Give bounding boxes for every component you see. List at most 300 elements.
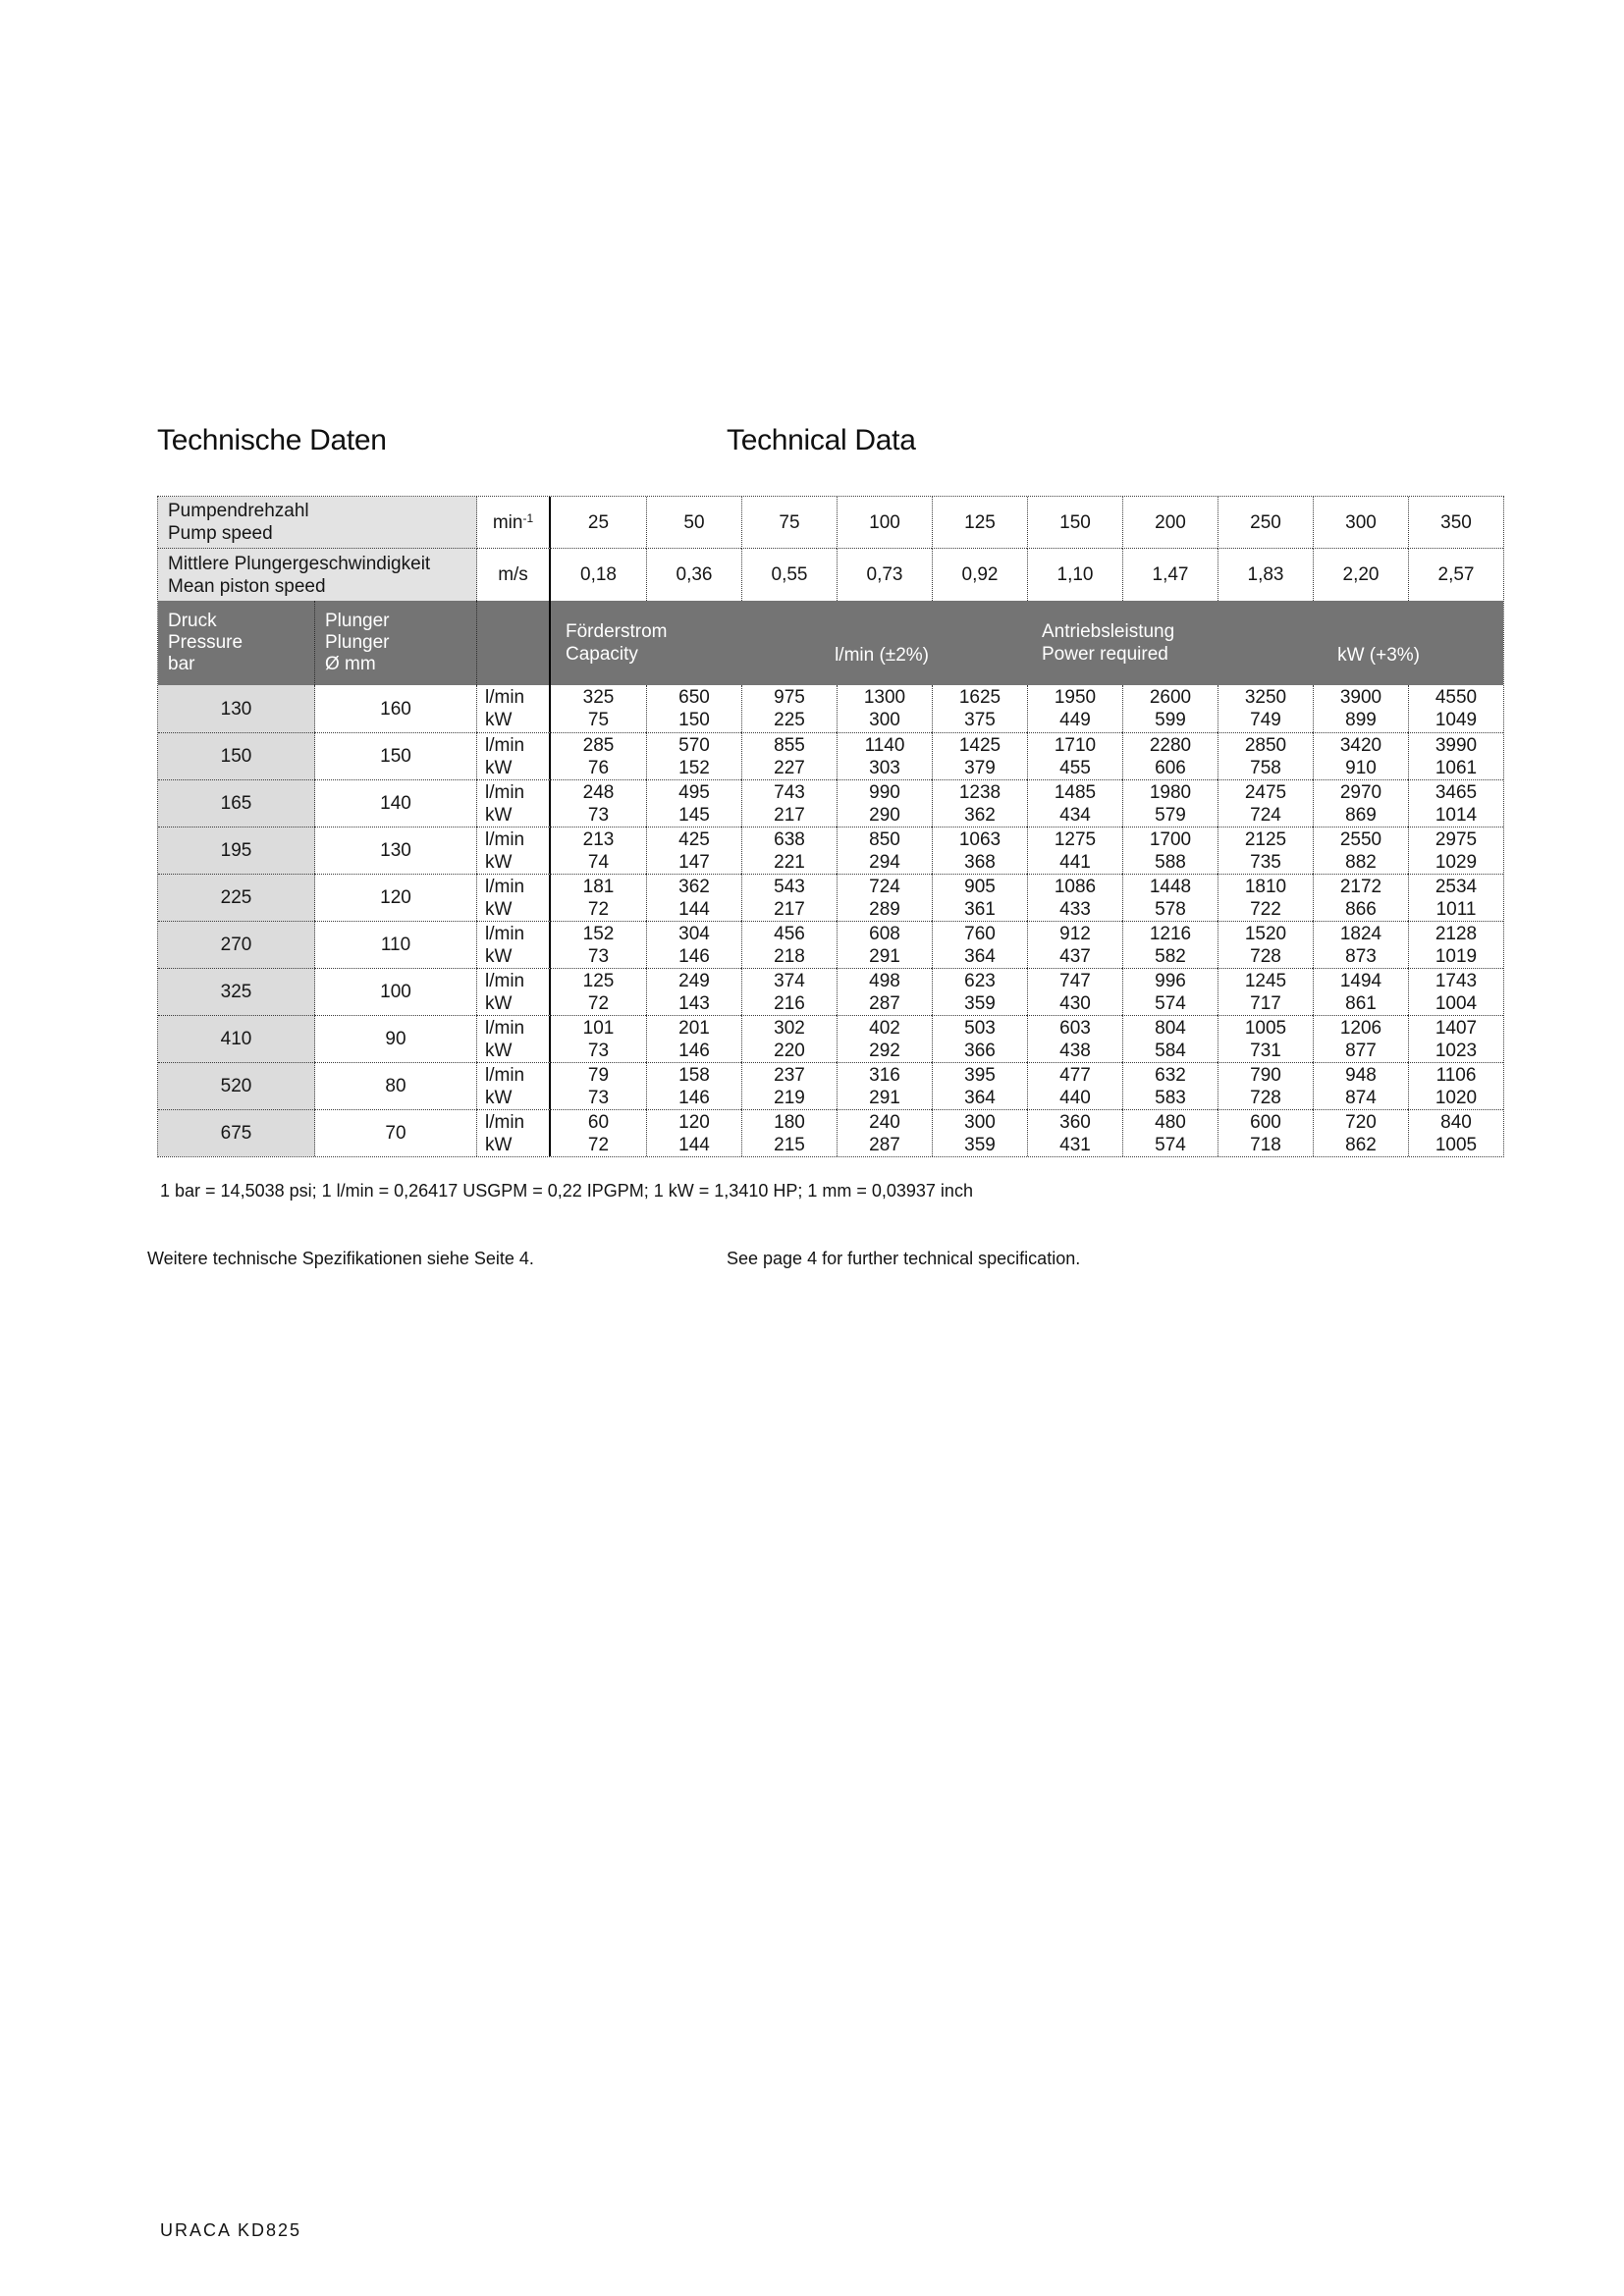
kw-value: 361: [964, 898, 996, 920]
pump-speed-label-en: Pump speed: [168, 523, 273, 544]
capacity-power-cell: [1218, 1015, 1313, 1062]
capacity-power-cell: [1027, 779, 1122, 827]
kw-value: 722: [1250, 898, 1281, 920]
kw-value: 72: [587, 898, 610, 920]
pump-speed-value: 150: [1027, 497, 1122, 549]
kw-value: 758: [1250, 757, 1281, 778]
lmin-value: 543: [774, 876, 805, 897]
unit-kw-label: kW: [485, 804, 513, 826]
capacity-power-cell: [1122, 1109, 1218, 1156]
lmin-value: 1300: [863, 687, 906, 708]
capacity-power-cell: [1408, 874, 1503, 921]
lmin-value: 1238: [958, 781, 1001, 803]
conversion-note: 1 bar = 14,5038 psi; 1 l/min = 0,26417 USGPM = 0,22 IPGPM; 1 kW = 1,3410 HP; 1 mm = 0,03937 inch: [160, 1181, 973, 1201]
capacity-power-cell: [1408, 1062, 1503, 1109]
kw-value: 144: [678, 898, 710, 920]
kw-value: 216: [774, 992, 805, 1014]
capacity-power-cell: [1408, 732, 1503, 779]
piston-speed-value: 2,20: [1313, 549, 1408, 601]
kw-value: 1061: [1435, 757, 1478, 778]
lmin-value: 804: [1155, 1017, 1186, 1039]
lmin-value: 912: [1059, 923, 1091, 944]
capacity-power-cell: [932, 1109, 1027, 1156]
capacity-power-cell: [932, 921, 1027, 968]
kw-value: 1005: [1435, 1134, 1478, 1155]
lmin-value: 1407: [1435, 1017, 1478, 1039]
lmin-value: 1106: [1435, 1064, 1477, 1086]
lmin-value: 623: [964, 970, 996, 991]
lmin-value: 1810: [1244, 876, 1287, 897]
kw-value: 146: [678, 945, 710, 967]
lmin-value: 1950: [1054, 687, 1097, 708]
page-title-german: Technische Daten: [157, 424, 387, 456]
unit-exponent: -1: [522, 511, 534, 525]
lmin-value: 760: [964, 923, 996, 944]
lmin-value: 3420: [1339, 734, 1382, 756]
kw-value: 588: [1155, 851, 1186, 873]
kw-value: 300: [869, 710, 900, 730]
lmin-value: 181: [582, 876, 615, 897]
row-unit-cell: [477, 732, 551, 779]
capacity-header-unit: l/min (±2%): [835, 644, 929, 666]
row-unit-cell: [477, 685, 551, 732]
pressure-cell: 225: [158, 874, 315, 921]
capacity-power-cell: [932, 1015, 1027, 1062]
capacity-power-cell: [646, 1062, 741, 1109]
lmin-value: 840: [1440, 1111, 1472, 1133]
lmin-value: 1005: [1244, 1017, 1287, 1039]
capacity-power-cell: [1218, 685, 1313, 732]
kw-value: 728: [1250, 945, 1281, 967]
capacity-power-cell: [932, 732, 1027, 779]
lmin-value: 316: [869, 1064, 900, 1086]
capacity-power-cell: [1122, 968, 1218, 1015]
kw-value: 73: [587, 945, 610, 967]
unit-column-header: [477, 601, 551, 685]
capacity-power-cell: [1218, 968, 1313, 1015]
lmin-value: 3900: [1339, 687, 1382, 708]
lmin-value: 3250: [1244, 687, 1287, 708]
kw-value: 150: [678, 710, 710, 730]
kw-value: 215: [774, 1134, 805, 1155]
lmin-value: 304: [678, 923, 710, 944]
row-unit-cell: [477, 968, 551, 1015]
capacity-power-cell: [837, 685, 932, 732]
row-unit-cell: [477, 779, 551, 827]
capacity-power-cell: [646, 968, 741, 1015]
capacity-power-cell: [741, 1109, 837, 1156]
lmin-value: 2125: [1244, 828, 1287, 850]
kw-value: 866: [1345, 898, 1377, 920]
capacity-group-header: [551, 601, 1027, 685]
lmin-value: 975: [774, 687, 805, 708]
kw-value: 292: [869, 1040, 900, 1061]
capacity-power-cell: [1027, 1109, 1122, 1156]
pressure-header-de: Druck: [168, 611, 217, 631]
lmin-value: 996: [1155, 970, 1186, 991]
power-group-header: [1027, 601, 1503, 685]
kw-value: 574: [1155, 1134, 1186, 1155]
pressure-column-header: [158, 601, 315, 685]
capacity-power-cell: [551, 827, 646, 874]
kw-value: 73: [587, 1040, 610, 1061]
lmin-value: 990: [869, 781, 900, 803]
unit-lmin-label: l/min: [485, 1111, 525, 1133]
capacity-power-cell: [1313, 827, 1408, 874]
capacity-power-cell: [741, 827, 837, 874]
capacity-power-cell: [932, 779, 1027, 827]
kw-value: 728: [1250, 1087, 1281, 1108]
lmin-value: 948: [1345, 1064, 1377, 1086]
kw-value: 375: [964, 710, 996, 730]
piston-speed-value: 1,10: [1027, 549, 1122, 601]
pump-speed-value: 350: [1408, 497, 1503, 549]
capacity-power-cell: [1122, 732, 1218, 779]
lmin-value: 720: [1345, 1111, 1377, 1133]
kw-value: 873: [1345, 945, 1377, 967]
lmin-value: 1448: [1149, 876, 1192, 897]
capacity-power-cell: [741, 732, 837, 779]
kw-value: 749: [1250, 710, 1281, 730]
pump-speed-value: 125: [932, 497, 1027, 549]
lmin-value: 1485: [1054, 781, 1097, 803]
lmin-value: 1216: [1149, 923, 1192, 944]
plunger-diameter-cell: 90: [315, 1015, 477, 1062]
capacity-power-cell: [646, 874, 741, 921]
unit-kw-label: kW: [485, 1134, 513, 1155]
capacity-power-cell: [1122, 1015, 1218, 1062]
unit-kw-label: kW: [485, 1040, 513, 1061]
kw-value: 72: [587, 992, 610, 1014]
kw-value: 73: [587, 1087, 610, 1108]
lmin-value: 120: [678, 1111, 710, 1133]
lmin-value: 79: [587, 1064, 610, 1086]
unit-lmin-label: l/min: [485, 876, 525, 897]
piston-speed-value: 2,57: [1408, 549, 1503, 601]
capacity-power-cell: [1313, 685, 1408, 732]
kw-value: 145: [678, 804, 710, 826]
lmin-value: 1494: [1339, 970, 1382, 991]
capacity-power-cell: [932, 968, 1027, 1015]
capacity-power-cell: [1408, 1015, 1503, 1062]
capacity-power-cell: [1027, 732, 1122, 779]
kw-value: 874: [1345, 1087, 1377, 1108]
kw-value: 440: [1059, 1087, 1091, 1108]
kw-value: 220: [774, 1040, 805, 1061]
kw-value: 455: [1059, 757, 1091, 778]
capacity-power-cell: [551, 1062, 646, 1109]
capacity-power-cell: [1408, 921, 1503, 968]
unit-lmin-label: l/min: [485, 734, 525, 756]
lmin-value: 1063: [958, 828, 1001, 850]
kw-value: 217: [774, 804, 805, 826]
kw-value: 359: [964, 1134, 996, 1155]
lmin-value: 2975: [1435, 828, 1478, 850]
kw-value: 869: [1345, 804, 1377, 826]
plunger-diameter-cell: 70: [315, 1109, 477, 1156]
further-spec-note-english: See page 4 for further technical specification.: [727, 1249, 1081, 1268]
kw-value: 225: [774, 710, 805, 730]
lmin-value: 201: [678, 1017, 710, 1039]
capacity-power-cell: [551, 921, 646, 968]
lmin-value: 1206: [1339, 1017, 1382, 1039]
power-header-unit: kW (+3%): [1337, 644, 1420, 666]
capacity-power-cell: [741, 968, 837, 1015]
lmin-value: 1743: [1435, 970, 1478, 991]
kw-value: 303: [869, 757, 900, 778]
lmin-value: 1980: [1149, 781, 1192, 803]
plunger-header-unit: Ø mm: [325, 654, 376, 674]
plunger-header-de: Plunger: [325, 611, 390, 631]
pressure-header-unit: bar: [168, 654, 195, 674]
lmin-value: 4550: [1435, 687, 1478, 708]
kw-value: 146: [678, 1087, 710, 1108]
pressure-cell: 165: [158, 779, 315, 827]
unit-lmin-label: l/min: [485, 970, 525, 991]
kw-value: 433: [1059, 898, 1091, 920]
kw-value: 441: [1059, 851, 1091, 873]
unit-kw-label: kW: [485, 1087, 513, 1108]
pump-speed-label-de: Pumpendrehzahl: [168, 501, 309, 521]
capacity-power-cell: [1218, 1109, 1313, 1156]
unit-kw-label: kW: [485, 757, 513, 778]
capacity-power-cell: [1408, 779, 1503, 827]
capacity-power-cell: [551, 1015, 646, 1062]
plunger-diameter-cell: 120: [315, 874, 477, 921]
kw-value: 217: [774, 898, 805, 920]
capacity-power-cell: [1218, 874, 1313, 921]
lmin-value: 1140: [864, 734, 905, 756]
lmin-value: 1710: [1054, 734, 1097, 756]
lmin-value: 2534: [1435, 876, 1478, 897]
lmin-value: 3990: [1435, 734, 1478, 756]
kw-value: 287: [869, 992, 900, 1014]
kw-value: 877: [1345, 1040, 1377, 1061]
lmin-value: 285: [582, 734, 615, 756]
kw-value: 731: [1250, 1040, 1281, 1061]
kw-value: 718: [1250, 1134, 1281, 1155]
pressure-cell: 150: [158, 732, 315, 779]
kw-value: 219: [774, 1087, 805, 1108]
kw-value: 583: [1155, 1087, 1186, 1108]
plunger-diameter-cell: 140: [315, 779, 477, 827]
pressure-cell: 130: [158, 685, 315, 732]
capacity-power-cell: [1027, 1062, 1122, 1109]
kw-value: 368: [964, 851, 996, 873]
capacity-power-cell: [837, 874, 932, 921]
lmin-value: 724: [869, 876, 900, 897]
capacity-power-cell: [1313, 1062, 1408, 1109]
lmin-value: 425: [678, 828, 710, 850]
lmin-value: 240: [869, 1111, 900, 1133]
capacity-power-cell: [551, 779, 646, 827]
capacity-power-cell: [741, 874, 837, 921]
capacity-power-cell: [1408, 685, 1503, 732]
lmin-value: 158: [678, 1064, 710, 1086]
capacity-power-cell: [741, 1062, 837, 1109]
capacity-power-cell: [837, 921, 932, 968]
lmin-value: 237: [774, 1064, 805, 1086]
unit-kw-label: kW: [485, 945, 513, 967]
kw-value: 294: [869, 851, 900, 873]
capacity-power-cell: [1218, 921, 1313, 968]
lmin-value: 608: [869, 923, 900, 944]
lmin-value: 2600: [1149, 687, 1192, 708]
kw-value: 1049: [1435, 710, 1478, 730]
kw-value: 574: [1155, 992, 1186, 1014]
row-unit-cell: [477, 1015, 551, 1062]
capacity-power-cell: [551, 685, 646, 732]
unit-kw-label: kW: [485, 851, 513, 873]
piston-speed-label-de: Mittlere Plungergeschwindigkeit: [168, 553, 431, 574]
kw-value: 582: [1155, 945, 1186, 967]
kw-value: 152: [678, 757, 710, 778]
lmin-value: 855: [774, 734, 805, 756]
unit-lmin-label: l/min: [485, 1017, 525, 1039]
piston-speed-value: 0,73: [837, 549, 932, 601]
pressure-cell: 675: [158, 1109, 315, 1156]
row-unit-cell: [477, 1062, 551, 1109]
capacity-power-cell: [741, 685, 837, 732]
plunger-diameter-cell: 110: [315, 921, 477, 968]
lmin-value: 1700: [1149, 828, 1192, 850]
kw-value: 882: [1345, 851, 1377, 873]
piston-speed-value: 0,55: [741, 549, 837, 601]
lmin-value: 325: [582, 687, 615, 708]
capacity-power-cell: [1313, 968, 1408, 1015]
lmin-value: 743: [774, 781, 805, 803]
pump-speed-label: [158, 497, 477, 549]
capacity-power-cell: [1122, 921, 1218, 968]
capacity-power-cell: [1408, 1109, 1503, 1156]
capacity-power-cell: [1122, 685, 1218, 732]
capacity-power-cell: [646, 732, 741, 779]
lmin-value: 362: [678, 876, 710, 897]
lmin-value: 249: [678, 970, 710, 991]
kw-value: 599: [1155, 710, 1186, 730]
lmin-value: 503: [964, 1017, 996, 1039]
capacity-power-cell: [932, 874, 1027, 921]
lmin-value: 180: [774, 1111, 805, 1133]
unit-kw-label: kW: [485, 992, 513, 1014]
power-header-label: [1027, 620, 1174, 666]
lmin-value: 1275: [1054, 828, 1097, 850]
capacity-power-cell: [1313, 1109, 1408, 1156]
pump-speed-unit: [477, 497, 551, 549]
pump-speed-value: 75: [741, 497, 837, 549]
kw-value: 437: [1059, 945, 1091, 967]
lmin-value: 1824: [1339, 923, 1382, 944]
kw-value: 359: [964, 992, 996, 1014]
pump-speed-value: 100: [837, 497, 932, 549]
lmin-value: 248: [582, 781, 615, 803]
lmin-value: 125: [582, 970, 615, 991]
page-title-english: Technical Data: [727, 424, 916, 456]
capacity-power-cell: [932, 685, 1027, 732]
kw-value: 287: [869, 1134, 900, 1155]
capacity-power-cell: [1027, 921, 1122, 968]
capacity-power-cell: [837, 827, 932, 874]
pressure-cell: 195: [158, 827, 315, 874]
power-header-de: Antriebsleistung: [1042, 621, 1175, 642]
piston-speed-label-en: Mean piston speed: [168, 575, 326, 597]
lmin-value: 2172: [1339, 876, 1382, 897]
capacity-power-cell: [551, 1109, 646, 1156]
pressure-cell: 270: [158, 921, 315, 968]
capacity-power-cell: [837, 968, 932, 1015]
capacity-power-cell: [837, 1062, 932, 1109]
kw-value: 1023: [1435, 1040, 1478, 1061]
kw-value: 291: [869, 945, 900, 967]
piston-speed-label: [158, 549, 477, 601]
lmin-value: 101: [582, 1017, 615, 1039]
lmin-value: 495: [678, 781, 710, 803]
unit-lmin-label: l/min: [485, 923, 525, 944]
lmin-value: 2550: [1339, 828, 1382, 850]
kw-value: 438: [1059, 1040, 1091, 1061]
kw-value: 735: [1250, 851, 1281, 873]
pump-speed-value: 25: [551, 497, 646, 549]
kw-value: 291: [869, 1087, 900, 1108]
piston-speed-value: 0,18: [580, 564, 617, 585]
lmin-value: 570: [678, 734, 710, 756]
capacity-power-cell: [1122, 1062, 1218, 1109]
plunger-diameter-cell: 100: [315, 968, 477, 1015]
capacity-power-cell: [646, 685, 741, 732]
capacity-power-cell: [1313, 732, 1408, 779]
capacity-header-label: [551, 620, 667, 666]
capacity-power-cell: [932, 1062, 1027, 1109]
capacity-power-cell: [1027, 685, 1122, 732]
pressure-header-en: Pressure: [168, 632, 244, 653]
lmin-value: 603: [1059, 1017, 1091, 1039]
lmin-value: 632: [1155, 1064, 1186, 1086]
capacity-power-cell: [1313, 874, 1408, 921]
kw-value: 717: [1250, 992, 1281, 1014]
lmin-value: 402: [869, 1017, 900, 1039]
unit-lmin-label: l/min: [485, 828, 525, 850]
unit-min: min: [492, 511, 523, 533]
capacity-header-de: Förderstrom: [566, 621, 668, 642]
kw-value: 289: [869, 898, 900, 920]
pressure-cell: 520: [158, 1062, 315, 1109]
lmin-value: 905: [964, 876, 996, 897]
lmin-value: 2970: [1339, 781, 1382, 803]
kw-value: 724: [1250, 804, 1281, 826]
lmin-value: 480: [1155, 1111, 1186, 1133]
capacity-power-cell: [1218, 779, 1313, 827]
kw-value: 379: [964, 757, 996, 778]
capacity-power-cell: [1027, 968, 1122, 1015]
kw-value: 74: [587, 851, 610, 873]
capacity-header-en: Capacity: [566, 644, 638, 665]
kw-value: 578: [1155, 898, 1186, 920]
piston-speed-value: 0,92: [932, 549, 1027, 601]
capacity-power-cell: [1218, 732, 1313, 779]
lmin-value: 1245: [1244, 970, 1287, 991]
piston-speed-value: 1,83: [1218, 549, 1313, 601]
plunger-diameter-cell: 130: [315, 827, 477, 874]
kw-value: 899: [1345, 710, 1377, 730]
row-unit-cell: [477, 1109, 551, 1156]
capacity-power-cell: [741, 779, 837, 827]
kw-value: 221: [774, 851, 805, 873]
plunger-diameter-cell: 80: [315, 1062, 477, 1109]
pump-speed-value: 250: [1218, 497, 1313, 549]
capacity-power-cell: [1122, 827, 1218, 874]
kw-value: 1011: [1435, 898, 1477, 920]
kw-value: 1014: [1435, 804, 1478, 826]
